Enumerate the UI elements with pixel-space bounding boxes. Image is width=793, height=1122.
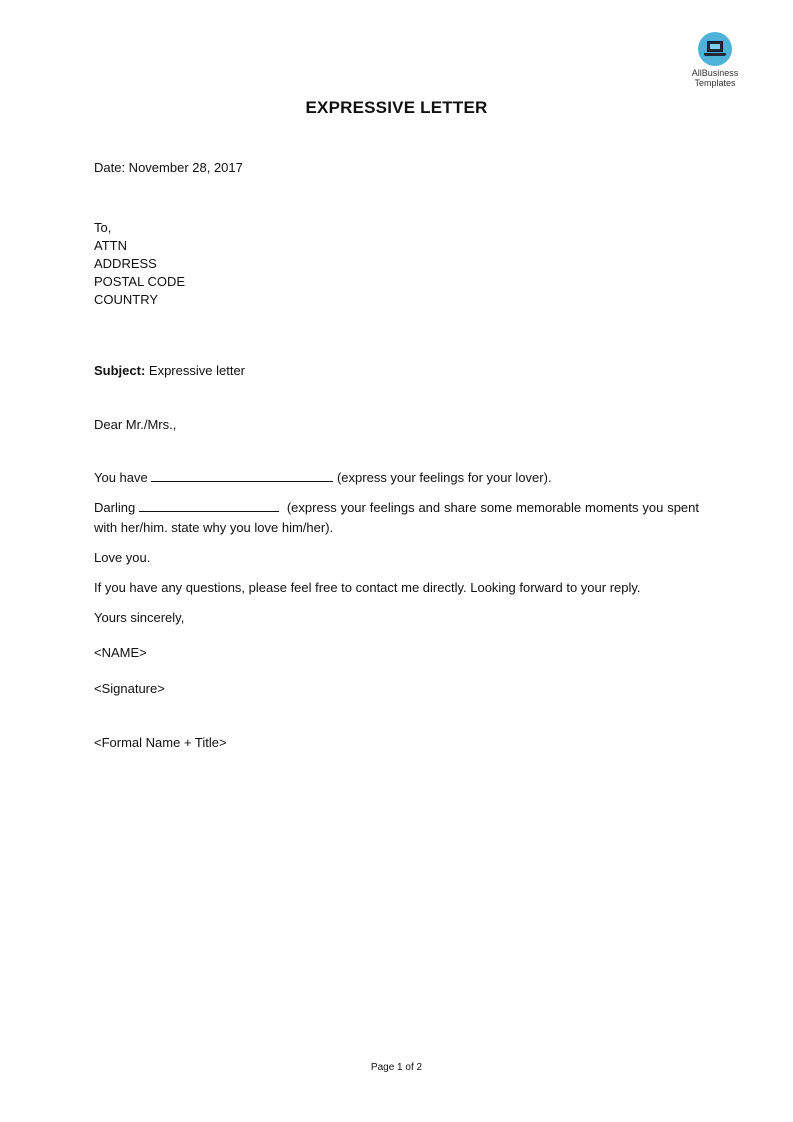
- fill-in-blank[interactable]: [139, 499, 279, 512]
- recipient-to: To,: [94, 220, 112, 235]
- logo-line-2: Templates: [694, 78, 736, 88]
- subject-value: Expressive letter: [145, 363, 245, 378]
- logo-line-1: AllBusiness: [691, 68, 739, 78]
- recipient-postal-code: POSTAL CODE: [94, 274, 186, 289]
- name-placeholder: <NAME>: [94, 645, 147, 660]
- subject-line: [94, 362, 245, 380]
- p1-end: (express your feelings for your lover).: [333, 470, 552, 485]
- page-number: Page 1 of 2: [370, 1062, 423, 1073]
- signature-placeholder: <Signature>: [94, 681, 165, 696]
- brand-logo: [676, 32, 754, 88]
- subject-label: Subject:: [94, 363, 146, 378]
- fill-in-blank[interactable]: [151, 469, 333, 482]
- body-paragraph-4: If you have any questions, please feel free to contact me directly. Looking forward to your reply.: [94, 580, 641, 595]
- formal-name-placeholder: <Formal Name + Title>: [94, 735, 227, 750]
- document-title: EXPRESSIVE LETTER: [305, 98, 488, 117]
- p2-end: (express your feelings and share some memorable moments you spent with her/him. state why you love him/her).: [94, 500, 700, 535]
- body-paragraph-1: [94, 468, 699, 488]
- body-paragraph-3: Love you.: [94, 550, 151, 565]
- body-paragraph-2: [94, 498, 699, 538]
- recipient-attn: ATTN: [94, 238, 127, 253]
- recipient-address: ADDRESS: [94, 256, 157, 271]
- date-line: Date: November 28, 2017: [94, 160, 243, 175]
- p1-start: You have: [94, 470, 152, 485]
- p2-start: Darling: [94, 500, 140, 515]
- sign-off: Yours sincerely,: [94, 610, 185, 625]
- logo-text: [676, 68, 754, 88]
- recipient-country: COUNTRY: [94, 292, 159, 307]
- laptop-icon: [698, 32, 732, 66]
- salutation: Dear Mr./Mrs.,: [94, 417, 177, 432]
